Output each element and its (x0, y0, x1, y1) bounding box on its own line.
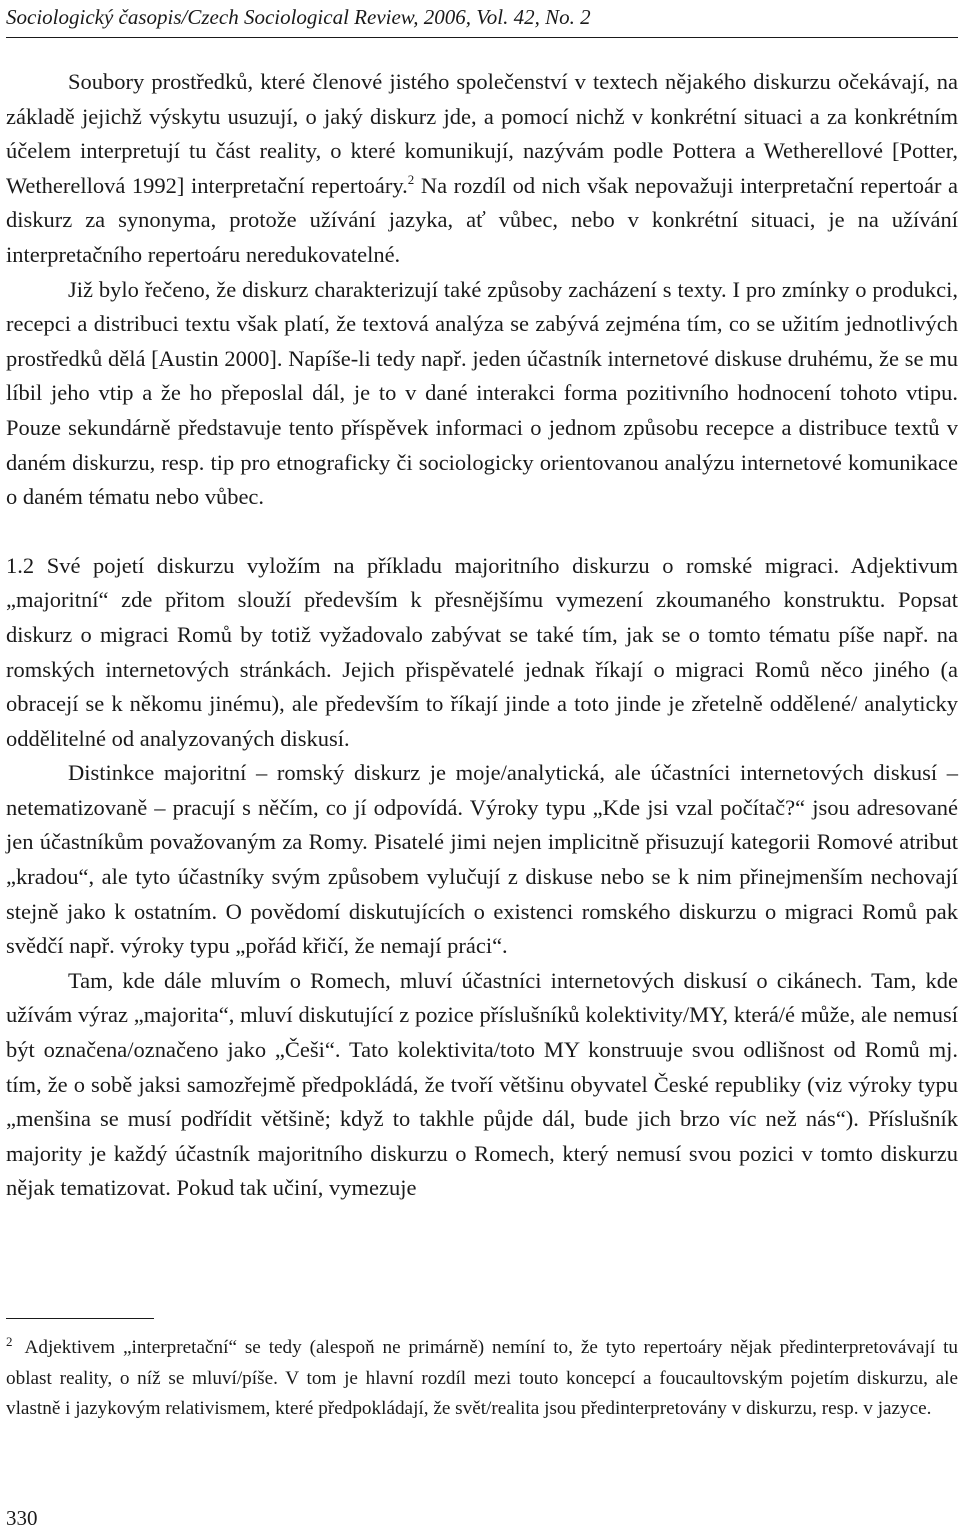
running-header: Sociologický časopis/Czech Sociological Review, 2006, Vol. 42, No. 2 (6, 5, 591, 29)
header-rule (6, 37, 958, 38)
footnote: 2 Adjektivem „interpretační“ se tedy (alespoň ne primárně) nemíní to, že tyto repertoáry nějak předinterpretovávají tu oblast reality, o níž se mluví/píše. V tom je hlavní rozdíl mezi touto koncepcí a foucaultovským pojetím diskurzu, ale vlastně i jazykovým relativismem, které předpokládají, že svět/realita jsou předinterpretovány v diskurzu, resp. v jazyce. (6, 1334, 958, 1419)
paragraph-2: Již bylo řečeno, že diskurz charakterizují také způsoby zacházení s texty. I pro zmínky o produkci, recepci a distribuci textu však platí, že textová analýza se zabývá zejména tím, co se užitím jednotlivých prostředků dělá [Austin 2000]. Napíše-li tedy např. jeden účastník internetové diskuse druhému, že se mu líbil jeho vtip a že ho přeposlal dál, je to v dané interakci forma pozitivního hodnocení tohoto vtipu. Pouze sekundárně představuje tento příspěvek informaci o jednom způsobu recepce a distribuce textů v daném diskurzu, resp. tip pro etnograficky či sociologicky orientovanou analýzu internetové komunikace o daném tématu nebo vůbec. (6, 276, 958, 510)
paragraph-4: Distinkce majoritní – romský diskurz je moje/analytická, ale účastníci internetových diskusí – netematizovaně – pracují s něčím, co jí odpovídá. Výroky typu „Kde jsi vzal počítač?“ jsou adresované jen účastníkům považovaným za Romy. Pisatelé jimi nejen implicitně přisuzují kategorii Romové atribut „kradou“, ale tyto účastníky svým způsobem vylučují z diskuse nebo se k nim přinejmenším nechovají stejně jako k ostatním. O povědomí diskutujících o existenci romského diskurzu o migraci Romů pak svědčí např. výroky typu „pořád křičí, že nemají práci“. (6, 760, 958, 959)
paragraph-1 (6, 65, 958, 273)
paragraph-1-text-b: Na rozdíl od nich však nepovažuji interpretační repertoár a diskurz za synonyma, protože užívání jazyka, ať vůbec, nebo v konkrétní situaci, je na užívání interpretačního repertoáru neredukovatelné. (6, 172, 958, 267)
paragraph-1-text-a: Soubory prostředků, které členové jistého společenství v textech nějakého diskurzu očekávají, na základě jejichž výskytu usuzují, o jaký diskurz jde, a pomocí nichž v konkrétní situaci a za konkrétním účelem interpretují tu část reality, o které komunikují, nazývám podle Pottera a Wetherellové [Potter, Wetherellová 1992] interpretační repertoáry. (6, 69, 958, 198)
body-text (6, 65, 958, 1206)
paragraph-3: 1.2 Své pojetí diskurzu vyložím na příkladu majoritního diskurzu o romské migraci. Adjektivum „majoritní“ zde přitom slouží především k přesnějšímu vymezení zkoumaného konstruktu. Popsat diskurz o migraci Romů by totiž vyžadovalo zabývat se také tím, jak se o tomto tématu píše např. na romských internetových stránkách. Jejich přispěvatelé jednak říkají o migraci Romů něco jiného (a obracejí se k někomu jinému), ale především to říkají jinde a toto jinde je zřetelně oddělené/ analyticky oddělitelné od analyzovaných diskusí. (6, 552, 958, 751)
footnote-rule (6, 1318, 154, 1319)
journal-page (6, 0, 958, 1538)
footnote-reference: 2 (407, 171, 415, 187)
page-number: 330 (6, 1506, 38, 1530)
footnote-text: Adjektivem „interpretační“ se tedy (alespoň ne primárně) nemíní to, že tyto repertoáry nějak předinterpretovávají tu oblast reality, o níž se mluví/píše. V tom je hlavní rozdíl mezi touto koncepcí a foucaultovským pojetím diskurzu, ale vlastně i jazykovým relativismem, které předpokládají, že svět/realita jsou předinterpretovány v diskurzu, resp. v jazyce. (6, 1337, 958, 1419)
paragraph-5: Tam, kde dále mluvím o Romech, mluví účastníci internetových diskusí o cikánech. Tam, kde užívám výraz „majorita“, mluví diskutující z pozice příslušníků kolektivity/MY, která/é může, ale nemusí být označena/označeno jako „Češi“. Tato kolektivita/toto MY konstruuje svou odlišnost od Romů mj. tím, že o sobě jaksi samozřejmě předpokládá, že tvoří většinu obyvatel České republiky (viz výroky typu „menšina se musí podřídit většině; když to takhle půjde dál, bude jich brzo víc než nás“). Příslušník majority je každý účastník majoritního diskurzu o Romech, který nemusí svou pozici v tomto diskurzu nějak tematizovat. Pokud tak učiní, vymezuje (6, 967, 958, 1201)
